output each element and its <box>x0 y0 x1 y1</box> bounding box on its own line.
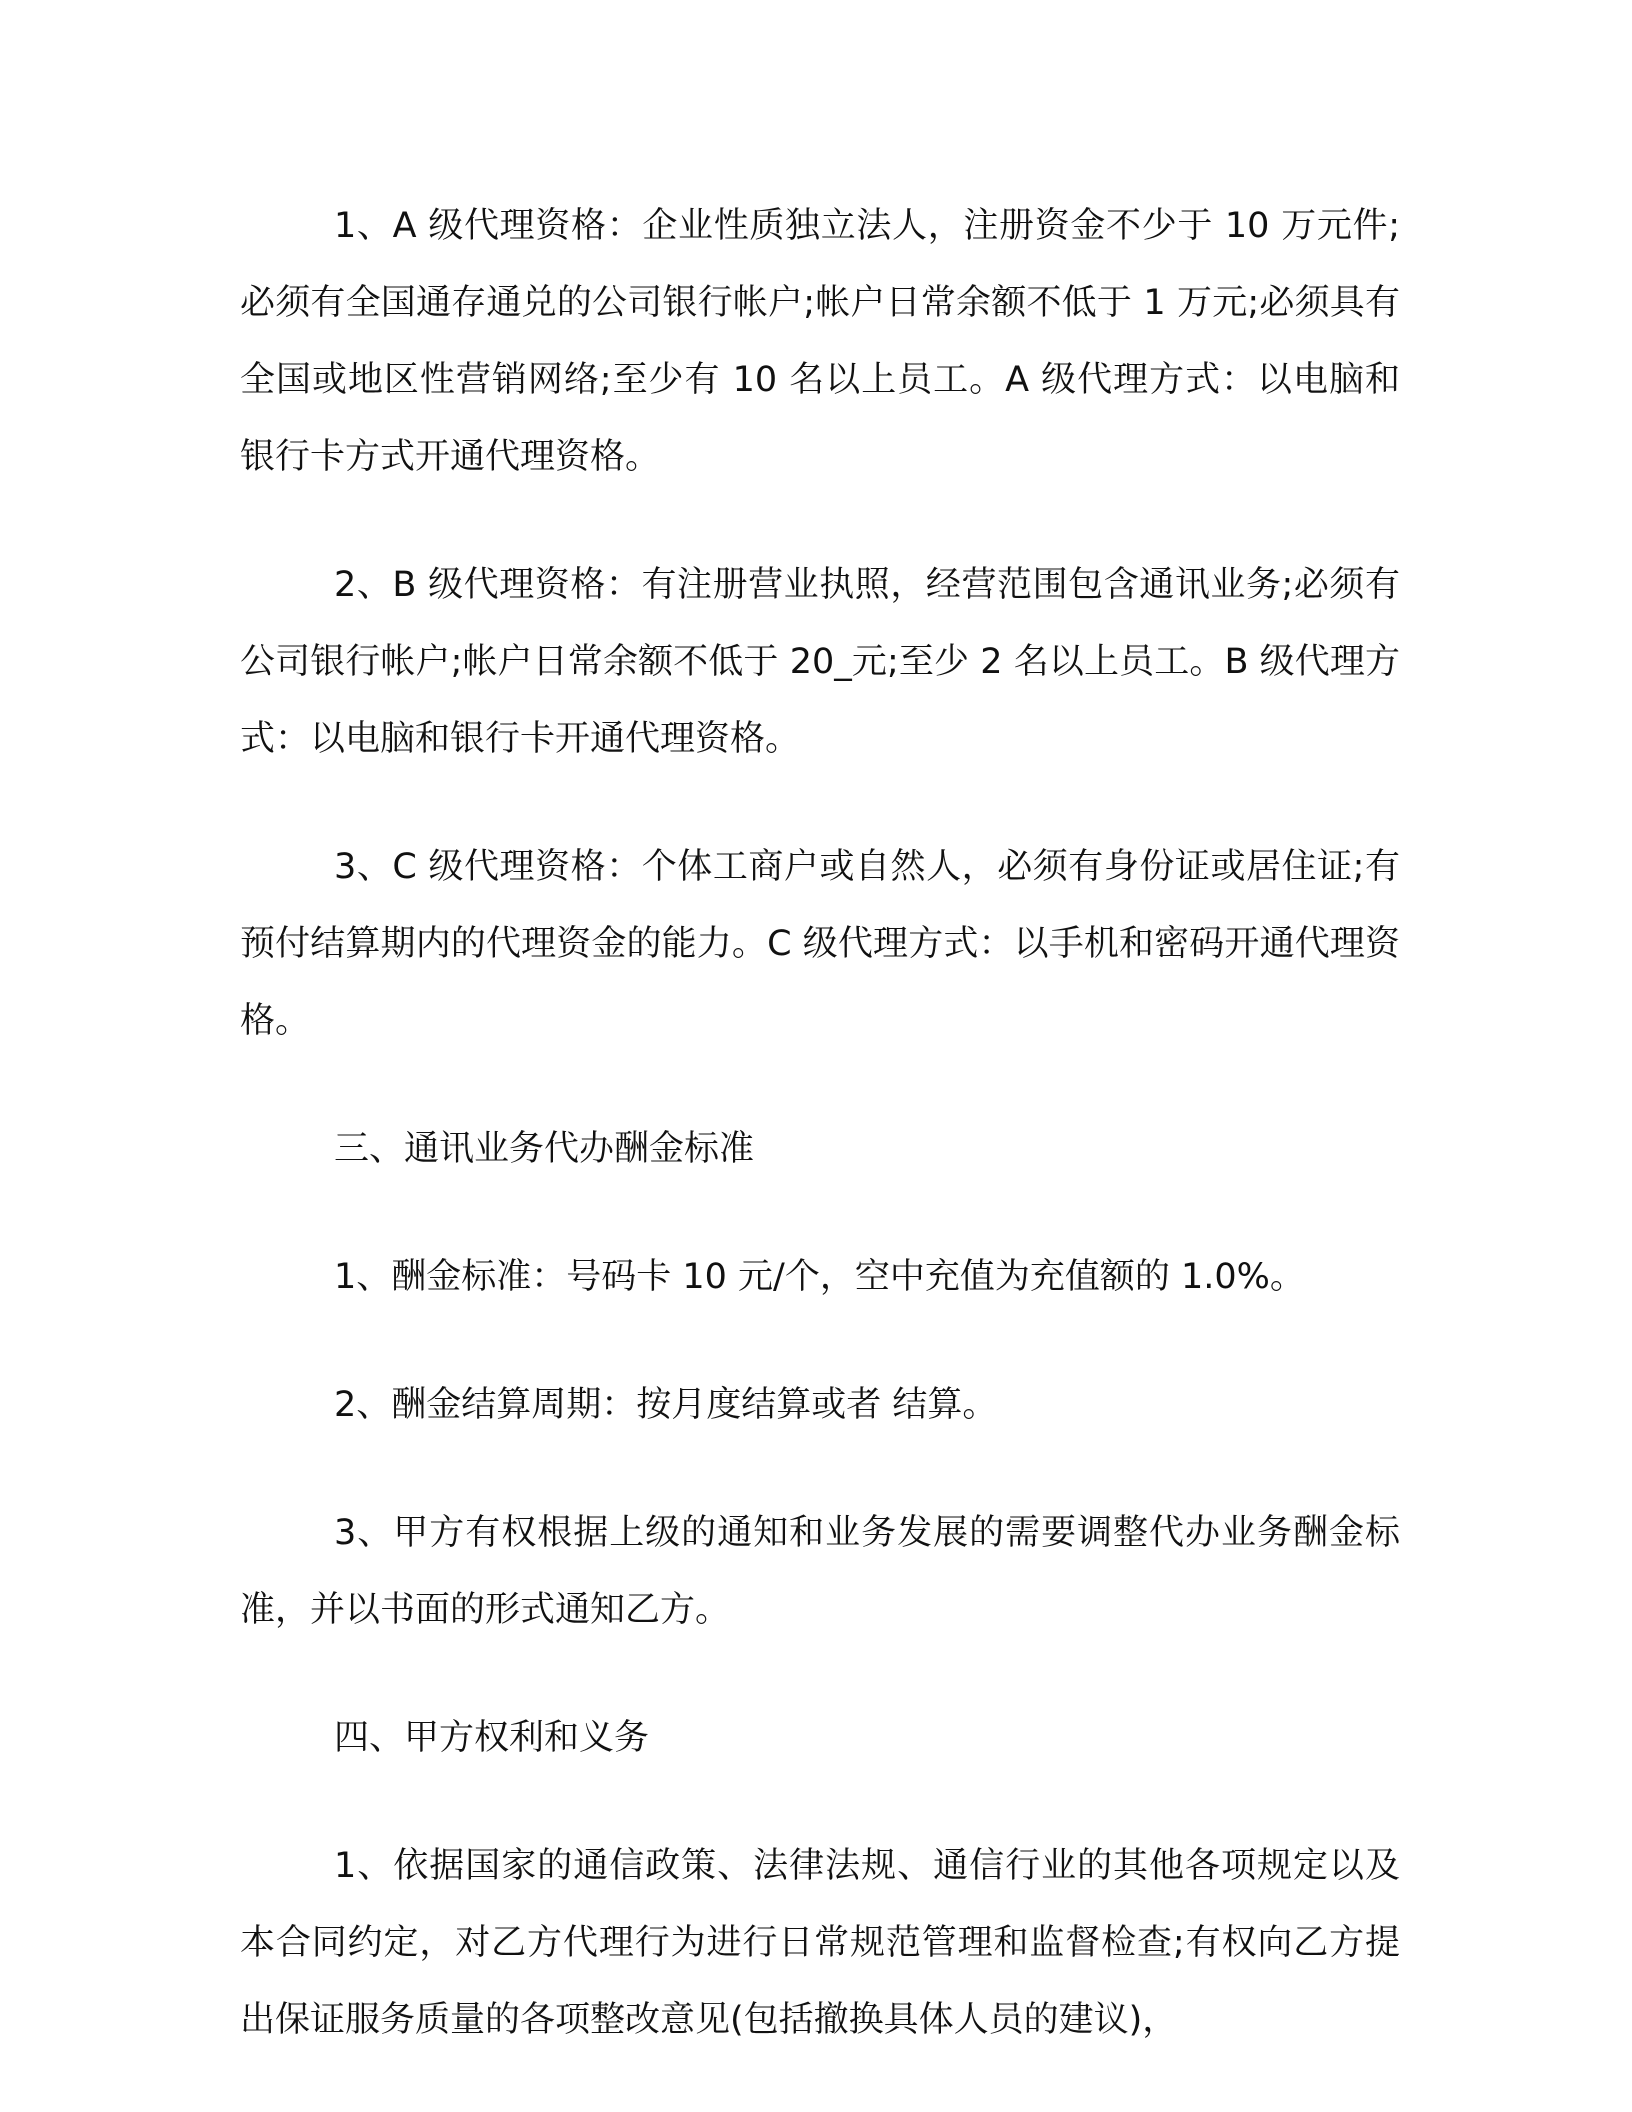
document-body <box>240 188 1400 2059</box>
paragraph-a-level-agent: 1、A 级代理资格：企业性质独立法人，注册资金不少于 10 万元件;必须有全国通存通兑的公司银行帐户;帐户日常余额不低于 1 万元;必须具有全国或地区性营销网络;至少有 10 名以上员工。A 级代理方式：以电脑和银行卡方式开通代理资格。 <box>240 206 1400 477</box>
paragraph-b-level-agent: 2、B 级代理资格：有注册营业执照，经营范围包含通讯业务;必须有公司银行帐户;帐户日常余额不低于 20_元;至少 2 名以上员工。B 级代理方式：以电脑和银行卡开通代理资格。 <box>240 565 1400 759</box>
paragraph-settlement-period: 2、酬金结算周期：按月度结算或者 结算。 <box>334 1385 998 1425</box>
paragraph-commission-standard: 1、酬金标准：号码卡 10 元/个，空中充值为充值额的 1.0%。 <box>334 1257 1305 1297</box>
paragraph-c-level-agent: 3、C 级代理资格：个体工商户或自然人，必须有身份证或居住证;有预付结算期内的代理资金的能力。C 级代理方式：以手机和密码开通代理资格。 <box>240 847 1400 1041</box>
paragraph-party-a-management: 1、依据国家的通信政策、法律法规、通信行业的其他各项规定以及本合同约定，对乙方代理行为进行日常规范管理和监督检查;有权向乙方提出保证服务质量的各项整改意见(包括撤换具体人员的建议)， <box>240 1846 1400 2040</box>
section-heading-commission: 三、通讯业务代办酬金标准 <box>334 1129 755 1169</box>
section-heading-party-a-rights: 四、甲方权利和义务 <box>334 1718 650 1758</box>
paragraph-adjust-commission: 3、甲方有权根据上级的通知和业务发展的需要调整代办业务酬金标准，并以书面的形式通知乙方。 <box>240 1513 1400 1630</box>
